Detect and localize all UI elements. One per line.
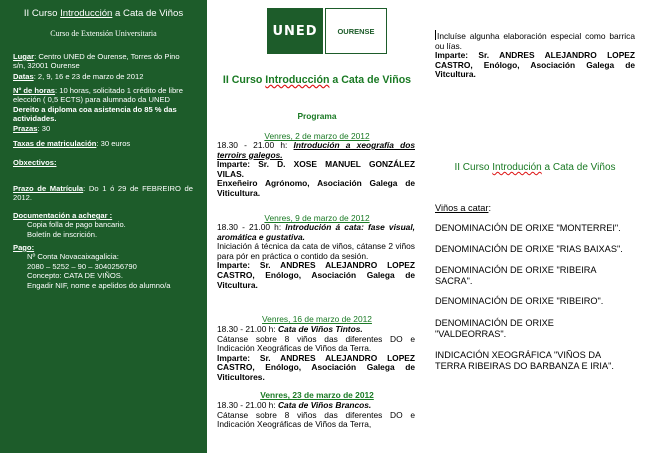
text-cursor	[435, 30, 436, 40]
obxectivos-heading: Obxectivos:	[13, 158, 57, 167]
right-title: II Curso Introdución a Cata de Viños	[454, 162, 616, 173]
session-date: Venres, 23 de marzo de 2012	[260, 390, 374, 400]
denom-item: DENOMINACIÓN DE ORIXE "RIBEIRA SACRA".	[435, 265, 597, 286]
pago-item: Nº Conta Novacaixagalicia:	[27, 252, 119, 262]
ourense-logo: OURENSE	[325, 8, 387, 54]
denom-item: DENOMINACIÓN DE ORIXE "RIBEIRO".	[435, 296, 604, 306]
pago-item: 2080 – 5252 – 90 – 3040256790	[27, 261, 137, 271]
session-2: 18.30 - 21.00 h: Introdución á cata: fase visual, aromática e gustativa. Iniciación á técnica da cata de viños, cátanse 2 viños para pór en práctica o contido da sesión. Imparte: Sr. ANDRES ALEJANDRO LOPEZ CASTRO, Enólogo, Asociación Galega de Vitcultura.	[217, 222, 415, 290]
taxas-block: Taxas de matriculación: 30 euros	[13, 139, 131, 148]
left-subtitle: Curso de Extensión Universitaria	[50, 29, 157, 38]
right-column	[425, 0, 645, 453]
pago-item: Engadir NIF, nome e apelidos do alumno/a	[27, 280, 171, 290]
program-title: II Curso Introducción a Cata de Viños	[222, 74, 412, 86]
uned-logo: UNED	[267, 8, 323, 54]
session-date: Venres, 16 de marzo de 2012	[262, 314, 372, 324]
left-title: II Curso Introducción a Cata de Viños	[23, 8, 184, 19]
horas-block: Nº de horas: 10 horas, solicitado 1 crédito de libre elección ( 0,5 ECTS) para alumnado da UNED Dereito a diploma coa asistencia do 85 % das actividades.	[13, 86, 193, 124]
prazas-block: Prazas: 30	[13, 124, 51, 133]
session-4: 18.30 - 21.00 h: Cata de Viños Brancos. Cátanse sobre 8 viños das diferentes DO e Indicación Xeográficas de Viños da Terra,	[217, 400, 415, 430]
doc-item: Copia folla de pago bancario.	[27, 220, 126, 230]
title-link[interactable]: Introducción	[60, 8, 113, 19]
denom-item: DENOMINACIÓN DE ORIXE "VALDEORRAS".	[435, 318, 554, 339]
denom-item: INDICACIÓN XEOGRÁFICA "VIÑOS DA TERRA RIBEIRAS DO BARBANZA E IRIA".	[435, 350, 614, 371]
session-1: 18.30 - 21.00 h: Introdución a xeografía dos terroirs galegos. Imparte: Sr. D. XOSE MANUEL GONZÁLEZ VILAS. Enxeñeiro Agrónomo, Asociación Galega de Viticultura.	[217, 140, 415, 198]
session-date: Venres, 2 de marzo de 2012	[264, 131, 370, 141]
session-3: 18.30 - 21.00 h: Cata de Viños Tintos. Cátanse sobre 8 viños das diferentes DO e Indicación Xeográficas de Viños da Terra. Imparte: Sr. ANDRES ALEJANDRO LOPEZ CASTRO, Enólogo, Asociación Galega de Viticultores.	[217, 324, 415, 382]
diploma-note: Dereito a diploma coa asistencia do 85 % das actividades.	[13, 104, 177, 124]
pago-item: Concepto: CATA DE VIÑOS.	[27, 271, 123, 281]
denom-item: DENOMINACIÓN DE ORIXE "MONTERREI".	[435, 223, 621, 233]
documentacion-block: Documentación a achegar : Copia folla de pago bancario. Boletín de inscrición.	[13, 211, 198, 239]
denom-item: DENOMINACIÓN DE ORIXE "RIAS BAIXAS".	[435, 244, 623, 254]
middle-column	[207, 0, 425, 453]
vinos-label: Viños a catar:	[435, 203, 492, 213]
session-4-continued: Incluíse algunha elaboración especial como barrica ou lías. Imparte: Sr. ANDRES ALEJANDRO LOPEZ CASTRO, Enólogo, Asociación Galega de Vitcultura.	[435, 31, 635, 80]
lugar-block: Lugar: Centro UNED de Ourense, Torres do Pino s/n, 32001 Ourense	[13, 52, 180, 71]
programa-heading: Programa	[297, 111, 337, 121]
left-panel	[0, 0, 207, 453]
pago-block: Pago: Nº Conta Novacaixagalicia: 2080 – 5252 – 90 – 3040256790 Concepto: CATA DE VIÑOS. Engadir NIF, nome e apelidos do alumno/a	[13, 243, 203, 290]
prazo-block: Prazo de Matrícula: Do 1 ó 29 de FEBREIRO de 2012.	[13, 184, 193, 203]
datas-block: Datas: 2, 9, 16 e 23 de marzo de 2012	[13, 72, 144, 81]
doc-item: Boletín de inscrición.	[27, 229, 98, 239]
uned-ourense-logo	[267, 8, 389, 54]
session-date: Venres, 9 de marzo de 2012	[264, 213, 370, 223]
